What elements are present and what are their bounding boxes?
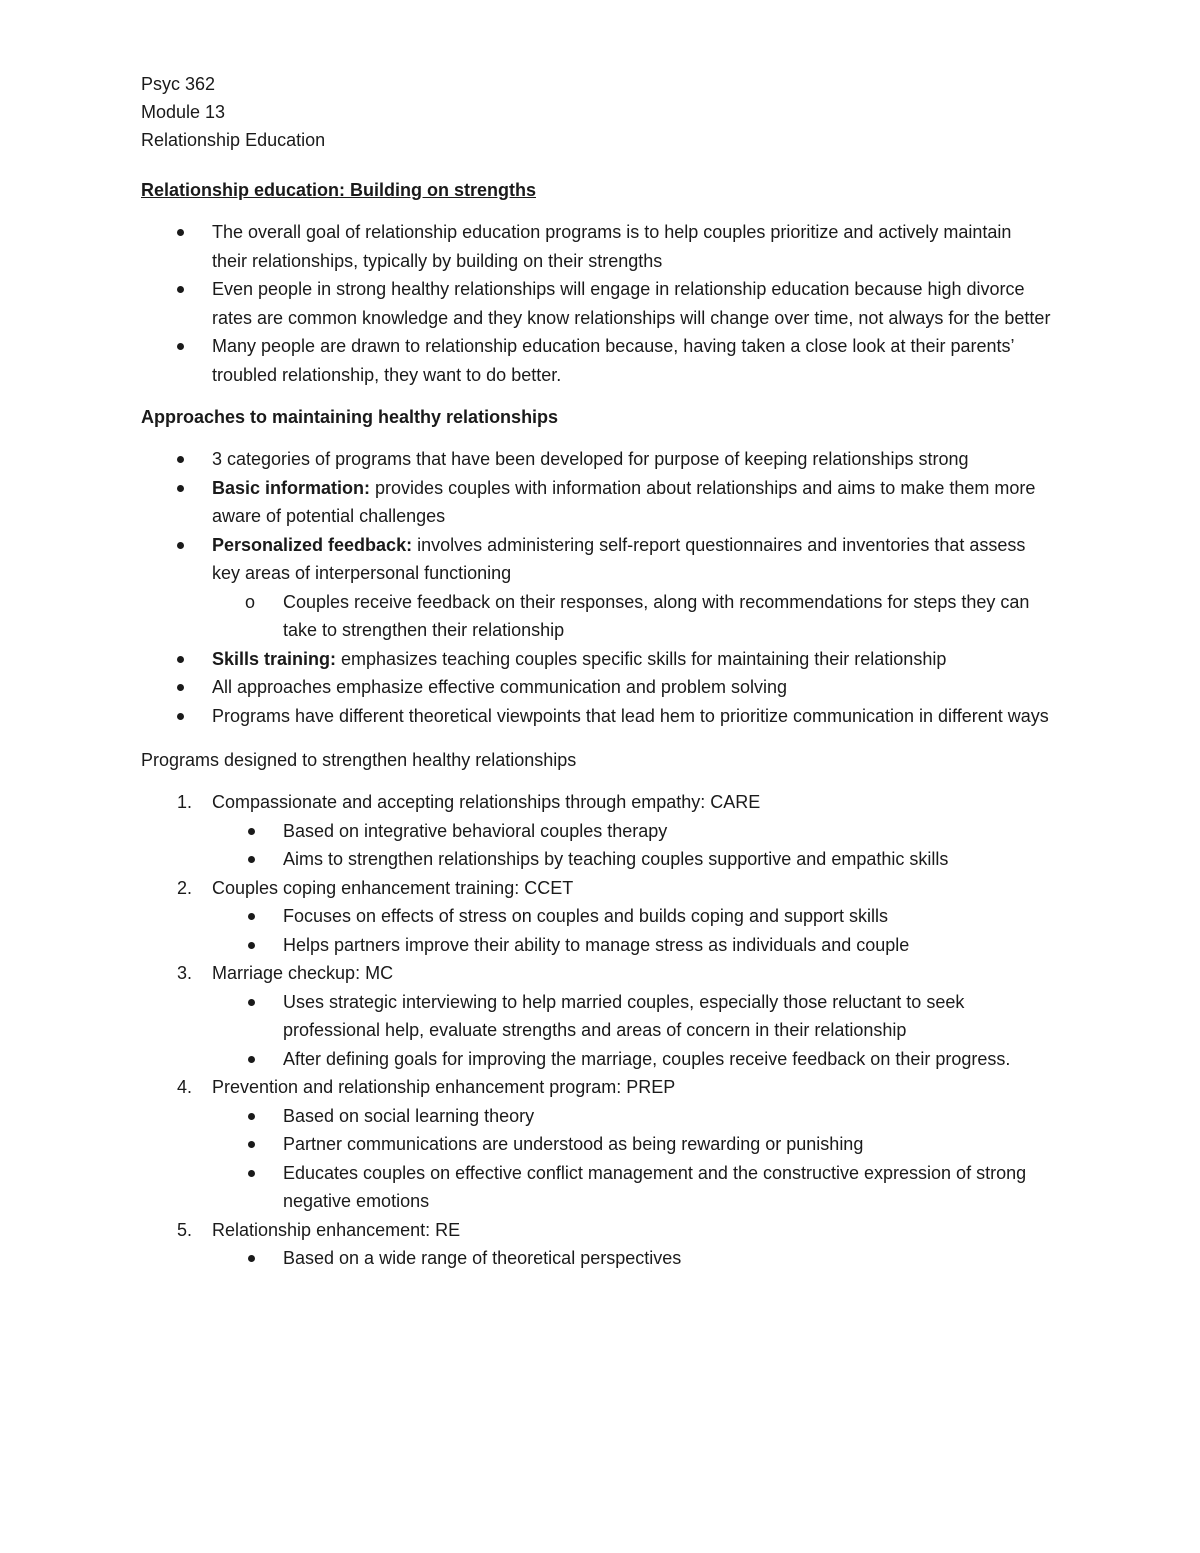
program-item-re [141,1216,1051,1245]
list-item [141,332,1051,389]
program-item-mc [141,959,1051,988]
bullet-icon [248,999,255,1006]
section-heading-programs: Programs designed to strengthen healthy relationships [141,750,577,770]
program-title: Prevention and relationship enhancement program: PREP [212,1077,676,1097]
sub-list-item [141,902,1051,931]
bullet-icon [248,1255,255,1262]
list-item [141,702,1051,731]
sub-list-item [141,1130,1051,1159]
item-number: 2. [177,877,193,898]
bullet-text: Many people are drawn to relationship education because, having taken a close look at their parents’ troubled relationship, they want to do better. [212,336,1014,385]
list-item [141,275,1051,332]
bullet-text: Based on a wide range of theoretical perspectives [283,1248,682,1268]
program-item-care [141,788,1051,817]
programs-numbered-list [141,788,1051,1273]
sub-list-item [141,588,1051,645]
sub-list-item [141,931,1051,960]
module-number: Module 13 [141,102,226,122]
bullet-icon [177,343,184,350]
list-item [141,645,1051,674]
term-personalized-feedback: Personalized feedback: [212,534,413,555]
bullet-icon [248,856,255,863]
approaches-bullet-list [141,445,1051,730]
bullet-icon [248,1170,255,1177]
bullet-icon [248,942,255,949]
bullet-icon [248,1113,255,1120]
bullet-text: Partner communications are understood as being rewarding or punishing [283,1134,864,1154]
bullet-text: Even people in strong healthy relationships will engage in relationship education because high divorce rates are common knowledge and they know relationships will change over time, not always for the better [212,279,1051,328]
sub-list-item [141,845,1051,874]
bullet-icon [177,656,184,663]
sub-bullet-marker: o [245,591,256,612]
bullet-text: After defining goals for improving the marriage, couples receive feedback on their progress. [283,1048,1011,1069]
bullet-icon [177,542,184,549]
bullet-icon [177,713,184,720]
strengths-bullet-list [141,218,1051,389]
program-title: Marriage checkup: MC [212,963,394,983]
program-item-ccet [141,874,1051,903]
list-item [141,673,1051,702]
bullet-text: Educates couples on effective conflict management and the constructive expression of strong negative emotions [283,1162,1027,1211]
document-header [141,70,1051,154]
bullet-text: All approaches emphasize effective communication and problem solving [212,677,787,697]
section-heading-building-on-strengths: Relationship education: Building on strengths [141,180,536,200]
sub-list-item [141,1045,1051,1074]
item-number: 4. [177,1077,193,1097]
bullet-text: The overall goal of relationship education programs is to help couples prioritize and actively maintain their relationships, typically by building on their strengths [212,222,1012,271]
topic-title: Relationship Education [141,130,326,150]
bullet-text: 3 categories of programs that have been developed for purpose of keeping relationships strong [212,449,969,469]
term-basic-information: Basic information: [212,477,371,498]
bullet-icon [248,828,255,835]
bullet-text: Uses strategic interviewing to help married couples, especially those reluctant to seek professional help, evaluate strengths and areas of concern in their relationship [283,991,965,1040]
bullet-icon [177,229,184,236]
sub-list-item [141,817,1051,846]
bullet-text: emphasizes teaching couples specific skills for maintaining their relationship [336,648,947,669]
bullet-icon [248,913,255,920]
list-item [141,218,1051,275]
sub-list-item [141,988,1051,1045]
bullet-icon [177,456,184,463]
bullet-text: provides couples with information about relationships and aims to make them more aware of potential challenges [212,477,1036,526]
bullet-icon [177,485,184,492]
item-number: 1. [177,792,193,812]
list-item [141,474,1051,531]
sub-list-item [141,1159,1051,1216]
bullet-text: involves administering self-report questionnaires and inventories that assess key areas of interpersonal functioning [212,534,1026,583]
document-content [141,70,1051,1273]
list-item [141,445,1051,474]
item-number: 3. [177,963,193,983]
bullet-text: Helps partners improve their ability to manage stress as individuals and couple [283,934,910,955]
bullet-text: Aims to strengthen relationships by teaching couples supportive and empathic skills [283,849,949,869]
item-number: 5. [177,1219,193,1240]
program-title: Relationship enhancement: RE [212,1219,461,1240]
program-title: Couples coping enhancement training: CCET [212,877,574,898]
bullet-icon [177,684,184,691]
bullet-text: Based on social learning theory [283,1105,535,1126]
course-code: Psyc 362 [141,74,216,94]
bullet-text: Programs have different theoretical viewpoints that lead hem to prioritize communication in different ways [212,705,1049,726]
bullet-text: Based on integrative behavioral couples therapy [283,820,668,841]
section-heading-approaches: Approaches to maintaining healthy relationships [141,407,559,427]
bullet-icon [248,1056,255,1063]
program-item-prep [141,1073,1051,1102]
sub-list-item [141,1244,1051,1273]
bullet-icon [177,286,184,293]
term-skills-training: Skills training: [212,648,337,669]
list-item [141,531,1051,588]
bullet-text: Couples receive feedback on their responses, along with recommendations for steps they can take to strengthen their relationship [283,591,1030,640]
bullet-text: Focuses on effects of stress on couples and builds coping and support skills [283,906,889,926]
bullet-icon [248,1141,255,1148]
program-title: Compassionate and accepting relationships through empathy: CARE [212,792,761,812]
sub-list-item [141,1102,1051,1131]
